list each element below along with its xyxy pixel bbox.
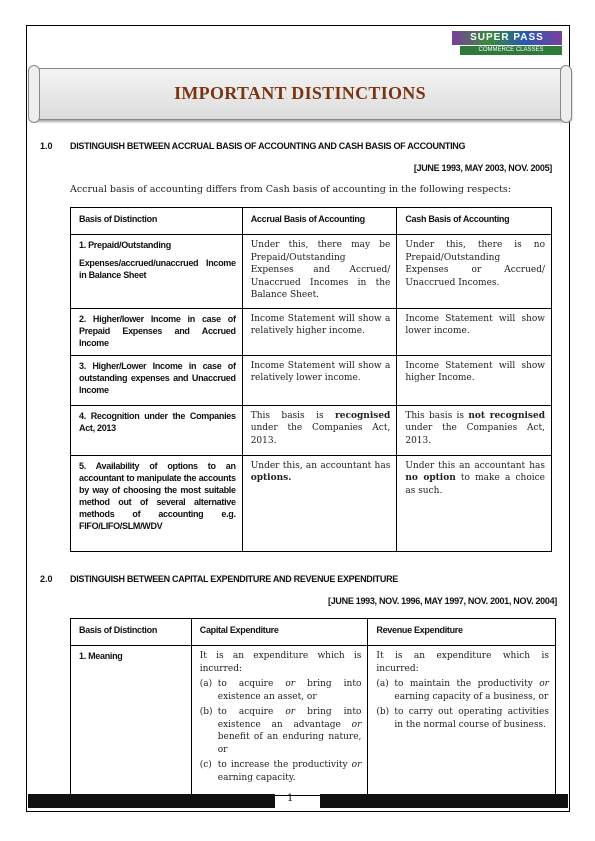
table-header-row <box>71 619 556 646</box>
revenue-intro: It is an expenditure which is incurred: <box>376 651 549 674</box>
row-cash: Under this, there is no Prepaid/Outstanding Expenses or Accrued/ Unaccrued Incomes. <box>397 235 552 309</box>
row-cash <box>397 405 552 455</box>
header-basis: Basis of Distinction <box>71 208 243 235</box>
footer-bar-left <box>28 794 275 808</box>
item-label: (b) <box>376 707 390 717</box>
capital-intro: It is an expenditure which is incurred: <box>199 651 362 674</box>
text: to make a choice as such. <box>405 473 545 496</box>
accrual-vs-cash-table <box>70 207 552 552</box>
row-accrual: Income Statement will show a relatively higher income. <box>242 308 397 355</box>
emphasis: or <box>351 760 362 770</box>
text: This basis is <box>250 410 336 421</box>
row-basis: 1. Meaning <box>71 646 192 796</box>
row-accrual: Income Statement will show a relatively lower income. <box>242 355 397 405</box>
list-item <box>200 706 362 756</box>
list-item <box>200 678 362 703</box>
emphasis: or <box>285 707 296 717</box>
title-banner <box>30 68 570 120</box>
logo-line-1: SUPER PASS <box>452 31 562 45</box>
text: earning capacity. <box>217 772 296 783</box>
section-2-title: DISTINGUISH BETWEEN CAPITAL EXPENDITURE AND REVENUE EXPENDITURE <box>70 574 398 584</box>
text: Under this an accountant has <box>405 460 545 471</box>
text: to carry out operating activities in the normal course of business. <box>394 707 549 730</box>
item-label: (a) <box>199 679 213 689</box>
section-1-number: 1.0 <box>40 141 53 151</box>
revenue-list <box>376 678 549 731</box>
row-basis-line-1: 1. Prepaid/Outstanding <box>79 240 171 250</box>
text: bring into existence an advantage <box>217 707 362 730</box>
header-capital: Capital Expenditure <box>191 619 368 646</box>
company-logo <box>452 31 562 57</box>
text: This basis is <box>405 410 469 421</box>
item-label: (b) <box>199 707 213 717</box>
page-number: 1 <box>287 793 294 804</box>
table-row <box>71 455 552 551</box>
row-cash <box>397 455 552 551</box>
text: Under this, an accountant has <box>250 460 391 471</box>
item-label: (a) <box>376 679 389 689</box>
text: under the Companies Act, 2013. <box>250 423 391 446</box>
row-basis: 3. Higher/Lower Income in case of outstanding expenses and Unaccrued Income <box>71 355 243 405</box>
footer-bar-right <box>320 794 568 808</box>
header-revenue: Revenue Expenditure <box>368 619 556 646</box>
row-basis: 2. Higher/lower Income in case of Prepaid Expenses and Accrued Income <box>71 308 243 355</box>
row-cash: Income Statement will show higher Income. <box>397 355 552 405</box>
list-item <box>376 678 549 703</box>
table-row <box>71 308 552 355</box>
page-title: IMPORTANT DISTINCTIONS <box>174 83 426 103</box>
emphasis: or <box>285 679 296 689</box>
row-accrual <box>242 455 397 551</box>
table-row <box>71 355 552 405</box>
header-basis: Basis of Distinction <box>71 619 192 646</box>
emphasis: no option <box>405 473 456 483</box>
table-header-row <box>71 208 552 235</box>
list-item <box>200 759 362 784</box>
list-item <box>376 706 549 731</box>
section-1-reference: [JUNE 1993, MAY 2003, NOV. 2005] <box>413 163 552 173</box>
logo-line-2: COMMERCE CLASSES <box>460 46 562 55</box>
row-revenue <box>368 646 556 796</box>
capital-list <box>200 678 362 784</box>
emphasis: recognised <box>335 410 391 421</box>
row-basis <box>71 235 243 309</box>
row-basis-line-2: Expenses/accrued/unaccrued Income in Balance Sheet <box>79 258 236 280</box>
section-2-number: 2.0 <box>40 574 53 584</box>
text: bring into existence an asset, or <box>217 679 362 702</box>
table-row <box>71 405 552 455</box>
table-row <box>71 235 552 309</box>
row-accrual <box>242 405 397 455</box>
text: under the Companies Act, 2013. <box>405 423 545 446</box>
row-basis: 5. Availability of options to an accountant to manipulate the accounts by way of choosing the most suitable method out of several alternative methods of accounting e.g. FIFO/LIFO/SLM/WDV <box>71 455 243 551</box>
section-1-intro: Accrual basis of accounting differs from Cash basis of accounting in the following respects: <box>70 184 511 195</box>
text: to increase the productivity <box>217 760 352 770</box>
row-basis: 4. Recognition under the Companies Act, 2013 <box>71 405 243 455</box>
section-1-title: DISTINGUISH BETWEEN ACCRUAL BASIS OF ACCOUNTING AND CASH BASIS OF ACCOUNTING <box>70 141 466 151</box>
section-2-reference: [JUNE 1993, NOV. 1996, MAY 1997, NOV. 2001, NOV. 2004] <box>328 596 557 606</box>
header-cash: Cash Basis of Accounting <box>397 208 552 235</box>
capital-vs-revenue-table <box>70 618 556 796</box>
emphasis: not recognised <box>468 410 545 421</box>
text: to acquire <box>217 707 286 717</box>
row-capital <box>191 646 368 796</box>
text: to maintain the productivity <box>394 679 540 689</box>
row-cash: Income Statement will show lower income. <box>397 308 552 355</box>
text: benefit of an enduring nature, or <box>217 732 362 755</box>
item-label: (c) <box>199 760 212 770</box>
emphasis: or <box>539 679 549 689</box>
emphasis: or <box>351 719 362 730</box>
table-row <box>71 646 556 796</box>
header-accrual: Accrual Basis of Accounting <box>242 208 397 235</box>
emphasis: options. <box>250 473 292 483</box>
row-accrual: Under this, there may be Prepaid/Outstanding Expenses and Accrued/ Unaccrued Incomes in the Balance Sheet. <box>242 235 397 309</box>
text: to acquire <box>217 679 286 689</box>
text: earning capacity of a business, or <box>394 691 549 702</box>
